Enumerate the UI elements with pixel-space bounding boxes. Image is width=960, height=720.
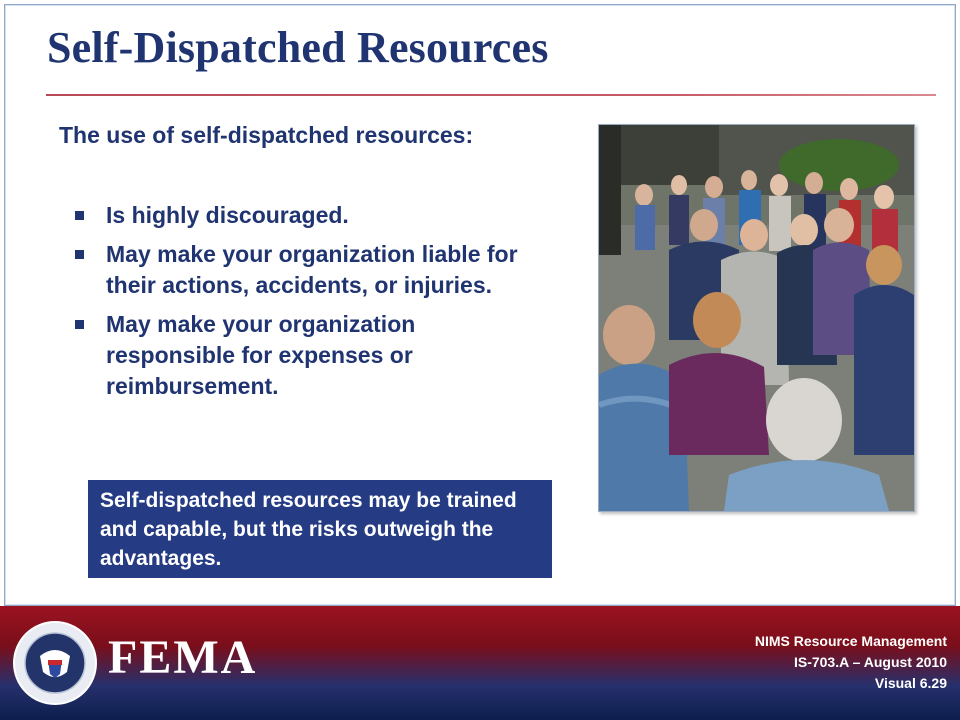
footer-info — [755, 631, 947, 694]
course-id: IS-703.A – August 2010 — [793, 654, 947, 670]
bullet-item — [72, 239, 532, 301]
slide-title: Self-Dispatched Resources — [47, 23, 549, 72]
fema-logo: FEMA — [108, 631, 258, 684]
bullet-item — [72, 200, 532, 231]
dhs-seal-icon — [12, 620, 98, 706]
bullet-text: May make your organization responsible for expenses or reimbursement. — [106, 311, 416, 399]
bullet-text: Is highly discouraged. — [106, 202, 349, 228]
footer-banner — [0, 606, 960, 720]
square-bullet-icon — [75, 211, 84, 220]
bullet-text: May make your organization liable for their actions, accidents, or injuries. — [106, 241, 518, 298]
callout-box: Self-dispatched resources may be trained and capable, but the risks outweigh the advantages. — [88, 480, 552, 578]
visual-number: Visual 6.29 — [874, 675, 947, 691]
bullet-list — [72, 200, 532, 410]
square-bullet-icon — [75, 320, 84, 329]
crowd-photo-illustration — [599, 125, 914, 511]
square-bullet-icon — [75, 250, 84, 259]
intro-text: The use of self-dispatched resources: — [59, 122, 474, 148]
crowd-photo — [598, 124, 915, 512]
title-divider — [46, 94, 936, 96]
course-name: NIMS Resource Management — [754, 633, 947, 649]
bullet-item — [72, 309, 532, 402]
